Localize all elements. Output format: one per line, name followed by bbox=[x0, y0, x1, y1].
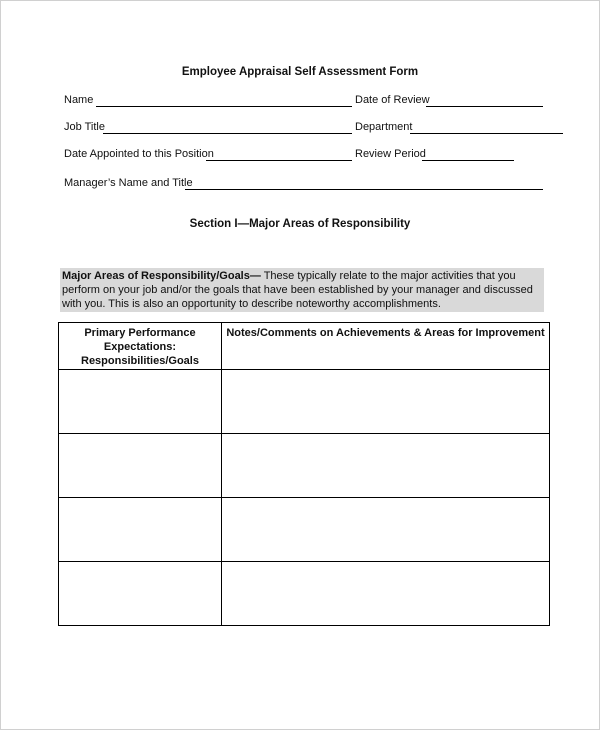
review-period-field[interactable] bbox=[422, 160, 514, 161]
managers-name-row bbox=[64, 177, 548, 193]
responsibility-cell[interactable] bbox=[59, 498, 222, 562]
managers-name-label: Manager’s Name and Title bbox=[64, 177, 193, 189]
responsibility-cell[interactable] bbox=[59, 562, 222, 626]
col1-header bbox=[59, 323, 222, 370]
notes-cell[interactable] bbox=[221, 498, 549, 562]
table-row bbox=[59, 498, 550, 562]
date-appointed-row bbox=[64, 148, 548, 164]
notes-cell[interactable] bbox=[221, 370, 549, 434]
col2-header: Notes/Comments on Achievements & Areas for Improvement bbox=[221, 323, 549, 370]
date-of-review-field[interactable] bbox=[426, 106, 543, 107]
date-of-review-label: Date of Review bbox=[355, 94, 430, 106]
name-row bbox=[64, 94, 548, 110]
table-row bbox=[59, 562, 550, 626]
notes-cell[interactable] bbox=[221, 562, 549, 626]
managers-name-field[interactable] bbox=[185, 189, 543, 190]
notes-cell[interactable] bbox=[221, 434, 549, 498]
job-title-row bbox=[64, 121, 564, 137]
job-title-label: Job Title bbox=[64, 121, 105, 133]
instructions-text: These typically relate to the major activities that you perform on your job and/or the goals that have been established by your manager and discussed with you. This is also an opportunity to describe noteworthy accomplishments. bbox=[62, 270, 533, 310]
col1-header-text: Primary Performance Expectations: Responsibilities/Goals bbox=[81, 327, 199, 367]
job-title-field[interactable] bbox=[103, 133, 352, 134]
responsibility-cell[interactable] bbox=[59, 370, 222, 434]
name-label: Name bbox=[64, 94, 94, 106]
responsibilities-table bbox=[58, 322, 550, 626]
review-period-label: Review Period bbox=[355, 148, 426, 160]
section-title: Section I—Major Areas of Responsibility bbox=[189, 218, 411, 230]
department-field[interactable] bbox=[410, 133, 563, 134]
instructions-lead: Major Areas of Responsibility/Goals— bbox=[62, 270, 261, 282]
name-field[interactable] bbox=[96, 106, 352, 107]
date-appointed-field[interactable] bbox=[206, 160, 352, 161]
table-header-row bbox=[59, 323, 550, 370]
table-row bbox=[59, 434, 550, 498]
instructions-box bbox=[60, 268, 544, 312]
department-label: Department bbox=[355, 121, 413, 133]
date-appointed-label: Date Appointed to this Position bbox=[64, 148, 214, 160]
responsibility-cell[interactable] bbox=[59, 434, 222, 498]
table-row bbox=[59, 370, 550, 434]
form-title: Employee Appraisal Self Assessment Form bbox=[181, 66, 419, 78]
